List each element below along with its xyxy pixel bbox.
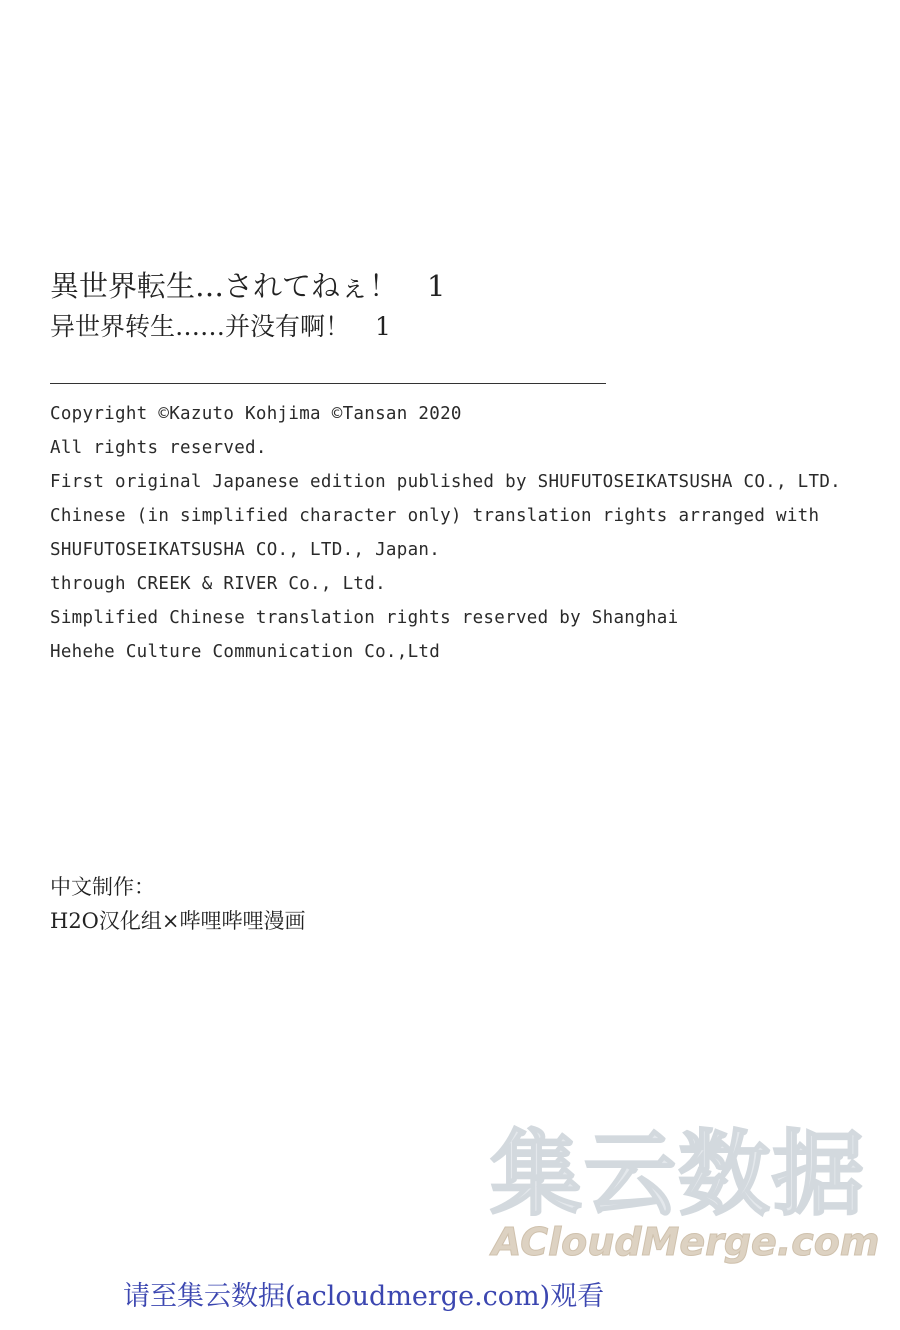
title-chinese: 异世界转生……并没有啊！ 1 bbox=[50, 312, 391, 341]
divider-line bbox=[50, 383, 606, 384]
copyright-line: Chinese (in simplified character only) translation rights arranged with bbox=[50, 506, 820, 526]
copyright-line: through CREEK & RIVER Co., Ltd. bbox=[50, 574, 386, 594]
watermark-english-text: ACloudMerge.com bbox=[492, 1220, 880, 1264]
copyright-line: Copyright ©Kazuto Kohjima ©Tansan 2020 bbox=[50, 404, 462, 424]
copyright-block bbox=[50, 397, 890, 669]
watermark-logo bbox=[490, 1120, 890, 1270]
copyright-line: First original Japanese edition published by SHUFUTOSEIKATSUSHA CO., LTD. bbox=[50, 472, 842, 492]
title-japanese: 異世界転生…されてねぇ！ 1 bbox=[50, 269, 446, 303]
copyright-line: Hehehe Culture Communication Co.,Ltd bbox=[50, 642, 441, 662]
copyright-line: Simplified Chinese translation rights reserved by Shanghai bbox=[50, 608, 679, 628]
production-credits bbox=[50, 870, 306, 938]
watermark-chinese-text: 集云数据 bbox=[490, 1121, 867, 1228]
footer-source-link[interactable]: 请至集云数据(acloudmerge.com)观看 bbox=[123, 1281, 605, 1312]
production-label: 中文制作： bbox=[50, 875, 155, 899]
copyright-line: SHUFUTOSEIKATSUSHA CO., LTD., Japan. bbox=[50, 540, 441, 560]
copyright-line: All rights reserved. bbox=[50, 438, 267, 458]
production-team: H2O汉化组×哔哩哔哩漫画 bbox=[50, 909, 306, 933]
